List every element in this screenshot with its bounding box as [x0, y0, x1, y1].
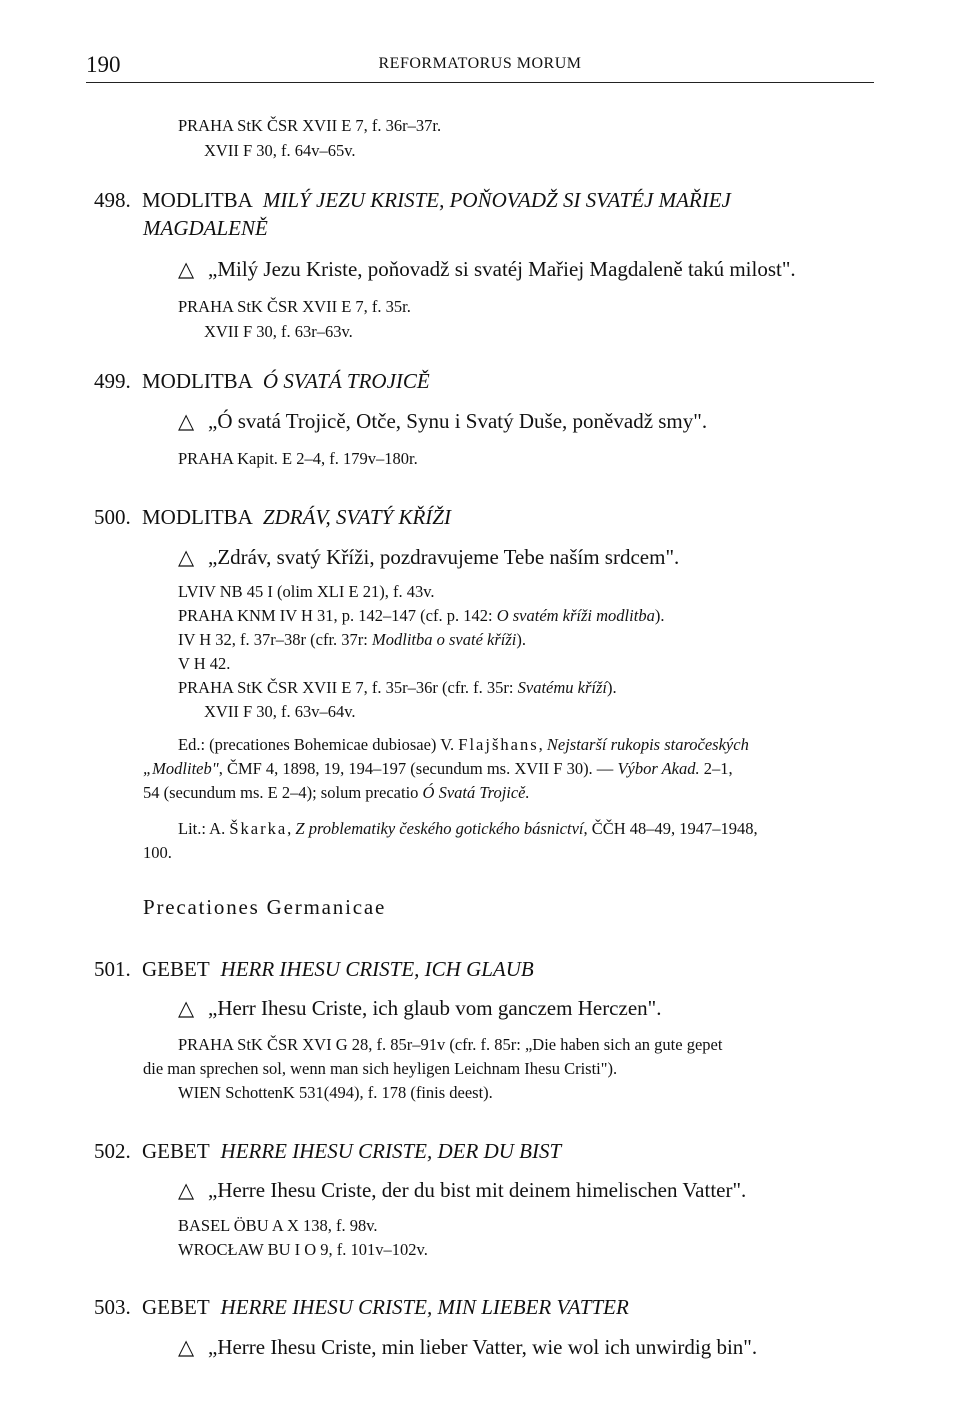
edition-note: Ed.: (precationes Bohemicae dubiosae) V. Flajšhans, Nejstarší rukopis staročeských	[178, 735, 749, 754]
incipit-line	[178, 1335, 757, 1360]
entry-number: 498.	[94, 188, 131, 212]
entry-number: 502.	[94, 1139, 131, 1163]
entry-title: Ó SVATÁ TROJICĚ	[262, 369, 430, 393]
entry-500-heading	[94, 505, 451, 530]
entry-number: 501.	[94, 957, 131, 981]
entry-kind: MODLITBA	[142, 369, 252, 393]
entry-503-heading	[94, 1295, 629, 1320]
ms-line: PRAHA KNM IV H 31, p. 142–147 (cf. p. 142: O svatém kříži modlitba).	[178, 606, 665, 625]
ms-line: PRAHA Kapit. E 2–4, f. 179v–180r.	[178, 449, 418, 468]
literature-note: Lit.: A. Škarka, Z problematiky českého gotického básnictví, ČČH 48–49, 1947–1948,	[178, 819, 758, 838]
incipit-text: „Ó svatá Trojicě, Otče, Synu i Svatý Duše, poněvadž smy".	[208, 409, 708, 433]
entry-title: HERRE IHESU CRISTE, MIN LIEBER VATTER	[220, 1295, 629, 1319]
incipit-line	[178, 1178, 746, 1203]
entry-title: ZDRÁV, SVATÝ KŘÍŽI	[262, 505, 451, 529]
entry-title-cont: MAGDALENĚ	[143, 216, 268, 240]
entry-499-heading	[94, 369, 430, 394]
triangle-icon: △	[178, 996, 195, 1020]
page-number: 190	[86, 52, 121, 77]
triangle-icon: △	[178, 1335, 195, 1359]
ms-line: WROCŁAW BU I O 9, f. 101v–102v.	[178, 1240, 428, 1259]
ms-line: XVII F 30, f. 63r–63v.	[204, 322, 353, 341]
entry-kind: GEBET	[142, 1295, 210, 1319]
entry-kind: GEBET	[142, 957, 210, 981]
literature-note-cont: 100.	[143, 843, 172, 862]
entry-502-heading	[94, 1139, 561, 1164]
triangle-icon: △	[178, 409, 195, 433]
entry-title: MILÝ JEZU KRISTE, POŇOVADŽ SI SVATÉJ MAŘIEJ	[262, 188, 731, 212]
entry-501-heading	[94, 957, 534, 982]
entry-number: 499.	[94, 369, 131, 393]
ms-line-cont: die man sprechen sol, wenn man sich heyligen Leichnam Ihesu Cristi").	[143, 1059, 618, 1078]
ms-line: PRAHA StK ČSR XVII E 7, f. 35r–36r (cfr. f. 35r: Svatému kříží).	[178, 678, 617, 697]
entry-title: HERR IHESU CRISTE, ICH GLAUB	[220, 957, 534, 981]
ms-line: PRAHA StK ČSR XVI G 28, f. 85r–91v (cfr. f. 85r: „Die haben sich an gute gepet	[178, 1035, 723, 1054]
incipit-line	[178, 545, 679, 570]
edition-note-cont: 54 (secundum ms. E 2–4); solum precatio Ó Svatá Trojicě.	[143, 783, 530, 802]
incipit-line	[178, 257, 796, 282]
ms-line: V H 42.	[178, 654, 231, 673]
ms-line: PRAHA StK ČSR XVII E 7, f. 36r–37r.	[178, 116, 442, 135]
ms-line: XVII F 30, f. 63v–64v.	[204, 702, 356, 721]
entry-number: 503.	[94, 1295, 131, 1319]
incipit-text: „Herr Ihesu Criste, ich glaub vom ganczem Herczen".	[208, 996, 662, 1020]
triangle-icon: △	[178, 257, 195, 281]
section-heading: Precationes Germanicae	[143, 895, 387, 919]
edition-note-cont: „Modliteb", ČMF 4, 1898, 19, 194–197 (secundum ms. XVII F 30). — Výbor Akad. 2–1,	[143, 759, 733, 778]
ms-line: WIEN SchottenK 531(494), f. 178 (finis deest).	[178, 1083, 493, 1102]
running-title: REFORMATORUS MORUM	[378, 55, 582, 72]
ms-line: LVIV NB 45 I (olim XLI E 21), f. 43v.	[178, 582, 435, 601]
entry-498-heading	[94, 188, 731, 213]
entry-kind: MODLITBA	[142, 188, 252, 212]
entry-kind: MODLITBA	[142, 505, 252, 529]
incipit-line	[178, 996, 661, 1021]
entry-kind: GEBET	[142, 1139, 210, 1163]
page-header	[86, 52, 874, 83]
ms-line: XVII F 30, f. 64v–65v.	[204, 141, 356, 160]
incipit-text: „Herre Ihesu Criste, min lieber Vatter, wie wol ich unwirdig bin".	[208, 1335, 758, 1359]
incipit-text: „Zdráv, svatý Kříži, pozdravujeme Tebe naším srdcem".	[208, 545, 680, 569]
ms-line: PRAHA StK ČSR XVII E 7, f. 35r.	[178, 297, 411, 316]
ms-line: IV H 32, f. 37r–38r (cfr. 37r: Modlitba o svaté kříži).	[178, 630, 526, 649]
incipit-text: „Herre Ihesu Criste, der du bist mit deinem himelischen Vatter".	[208, 1178, 747, 1202]
triangle-icon: △	[178, 545, 195, 569]
entry-number: 500.	[94, 505, 131, 529]
ms-line: BASEL ÖBU A X 138, f. 98v.	[178, 1216, 378, 1235]
incipit-text: „Milý Jezu Kriste, poňovadž si svatéj Mařiej Magdaleně takú milost".	[208, 257, 796, 281]
entry-title: HERRE IHESU CRISTE, DER DU BIST	[220, 1139, 562, 1163]
incipit-line	[178, 409, 707, 434]
triangle-icon: △	[178, 1178, 195, 1202]
